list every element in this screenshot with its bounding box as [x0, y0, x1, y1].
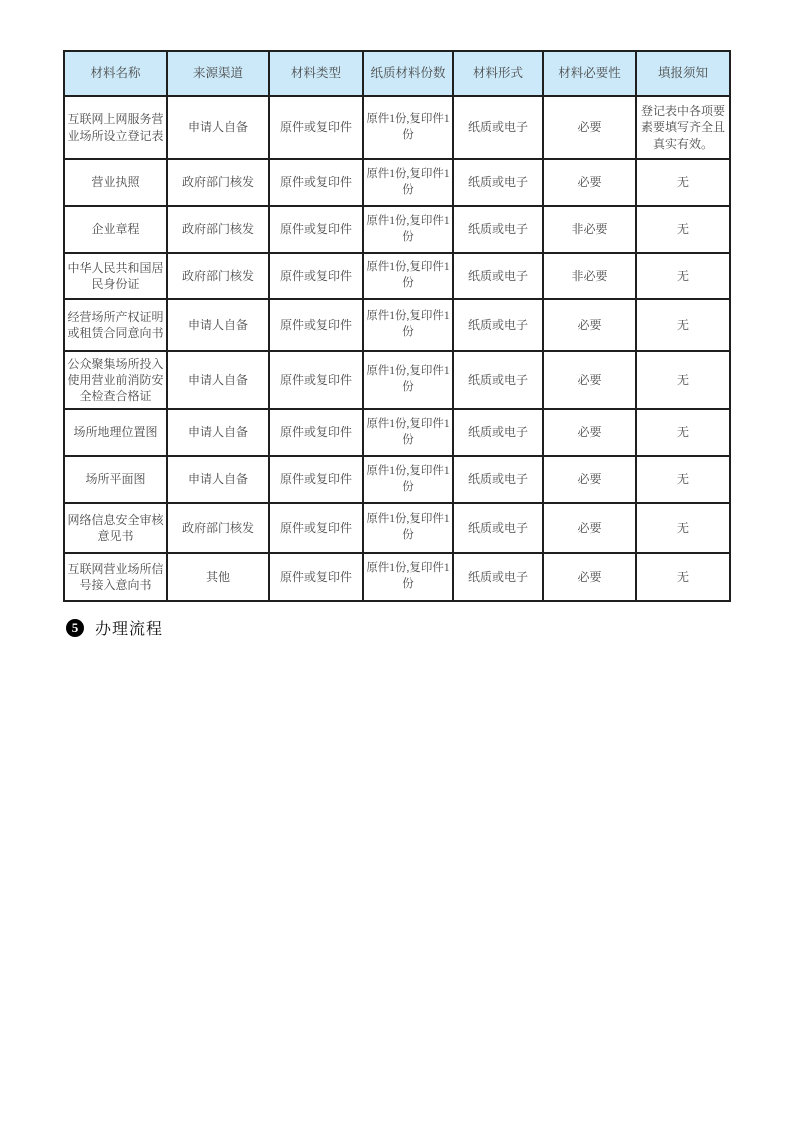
table-cell: 申请人自备	[167, 351, 269, 409]
table-cell: 纸质或电子	[453, 96, 543, 159]
table-cell: 纸质或电子	[453, 553, 543, 601]
column-header: 材料必要性	[543, 51, 636, 96]
table-cell: 原件1份,复印件1份	[363, 456, 453, 503]
table-cell: 必要	[543, 456, 636, 503]
circled-number-5-icon: 5	[66, 619, 84, 637]
table-cell: 原件1份,复印件1份	[363, 409, 453, 456]
table-row	[64, 253, 730, 299]
table-cell: 必要	[543, 409, 636, 456]
table-row	[64, 456, 730, 503]
table-cell: 互联网营业场所信号接入意向书	[64, 553, 167, 601]
table-cell: 无	[636, 503, 730, 553]
table-cell: 原件1份,复印件1份	[363, 553, 453, 601]
table-cell: 原件1份,复印件1份	[363, 96, 453, 159]
table-cell: 政府部门核发	[167, 253, 269, 299]
column-header: 材料名称	[64, 51, 167, 96]
table-body	[64, 96, 730, 601]
header-row	[64, 51, 730, 96]
table-cell: 原件或复印件	[269, 299, 363, 351]
table-cell: 其他	[167, 553, 269, 601]
table-cell: 公众聚集场所投入使用营业前消防安全检查合格证	[64, 351, 167, 409]
column-header: 材料类型	[269, 51, 363, 96]
table-row	[64, 553, 730, 601]
table-row	[64, 299, 730, 351]
table-cell: 原件或复印件	[269, 409, 363, 456]
table-cell: 互联网上网服务营业场所设立登记表	[64, 96, 167, 159]
table-cell: 政府部门核发	[167, 503, 269, 553]
table-cell: 无	[636, 409, 730, 456]
table-cell: 纸质或电子	[453, 503, 543, 553]
table-row	[64, 503, 730, 553]
table-cell: 原件1份,复印件1份	[363, 299, 453, 351]
table-cell: 必要	[543, 159, 636, 206]
table-cell: 原件或复印件	[269, 503, 363, 553]
table-cell: 无	[636, 253, 730, 299]
table-cell: 申请人自备	[167, 456, 269, 503]
table-cell: 场所平面图	[64, 456, 167, 503]
table-cell: 纸质或电子	[453, 299, 543, 351]
table-cell: 场所地理位置图	[64, 409, 167, 456]
table-cell: 原件或复印件	[269, 96, 363, 159]
table-cell: 无	[636, 456, 730, 503]
table-cell: 必要	[543, 553, 636, 601]
table-cell: 网络信息安全审核意见书	[64, 503, 167, 553]
table-cell: 纸质或电子	[453, 206, 543, 253]
table-cell: 原件或复印件	[269, 206, 363, 253]
table-cell: 纸质或电子	[453, 409, 543, 456]
table-cell: 中华人民共和国居民身份证	[64, 253, 167, 299]
table-row	[64, 351, 730, 409]
table-cell: 原件1份,复印件1份	[363, 159, 453, 206]
table-cell: 非必要	[543, 253, 636, 299]
table-cell: 无	[636, 206, 730, 253]
table-cell: 原件或复印件	[269, 553, 363, 601]
column-header: 填报须知	[636, 51, 730, 96]
table-cell: 纸质或电子	[453, 456, 543, 503]
table-cell: 原件或复印件	[269, 159, 363, 206]
table-cell: 必要	[543, 96, 636, 159]
table-cell: 纸质或电子	[453, 159, 543, 206]
column-header: 纸质材料份数	[363, 51, 453, 96]
table-cell: 必要	[543, 299, 636, 351]
table-row	[64, 409, 730, 456]
table-cell: 原件1份,复印件1份	[363, 253, 453, 299]
table-cell: 申请人自备	[167, 409, 269, 456]
table-cell: 申请人自备	[167, 96, 269, 159]
table-header	[64, 51, 730, 96]
table-cell: 纸质或电子	[453, 253, 543, 299]
materials-table-container	[63, 50, 729, 602]
table-cell: 原件或复印件	[269, 351, 363, 409]
table-cell: 原件或复印件	[269, 456, 363, 503]
materials-table	[63, 50, 731, 602]
table-cell: 原件1份,复印件1份	[363, 206, 453, 253]
table-cell: 必要	[543, 503, 636, 553]
table-cell: 政府部门核发	[167, 159, 269, 206]
table-cell: 无	[636, 553, 730, 601]
table-cell: 登记表中各项要素要填写齐全且真实有效。	[636, 96, 730, 159]
section-title: 办理流程	[95, 621, 164, 638]
table-cell: 营业执照	[64, 159, 167, 206]
table-row	[64, 159, 730, 206]
section-heading	[66, 616, 163, 639]
table-cell: 非必要	[543, 206, 636, 253]
column-header: 材料形式	[453, 51, 543, 96]
table-cell: 政府部门核发	[167, 206, 269, 253]
table-row	[64, 96, 730, 159]
table-cell: 申请人自备	[167, 299, 269, 351]
table-cell: 无	[636, 299, 730, 351]
table-cell: 纸质或电子	[453, 351, 543, 409]
column-header: 来源渠道	[167, 51, 269, 96]
table-row	[64, 206, 730, 253]
table-cell: 无	[636, 351, 730, 409]
table-cell: 无	[636, 159, 730, 206]
table-cell: 原件1份,复印件1份	[363, 351, 453, 409]
table-cell: 必要	[543, 351, 636, 409]
table-cell: 经营场所产权证明或租赁合同意向书	[64, 299, 167, 351]
table-cell: 原件1份,复印件1份	[363, 503, 453, 553]
table-cell: 企业章程	[64, 206, 167, 253]
table-cell: 原件或复印件	[269, 253, 363, 299]
